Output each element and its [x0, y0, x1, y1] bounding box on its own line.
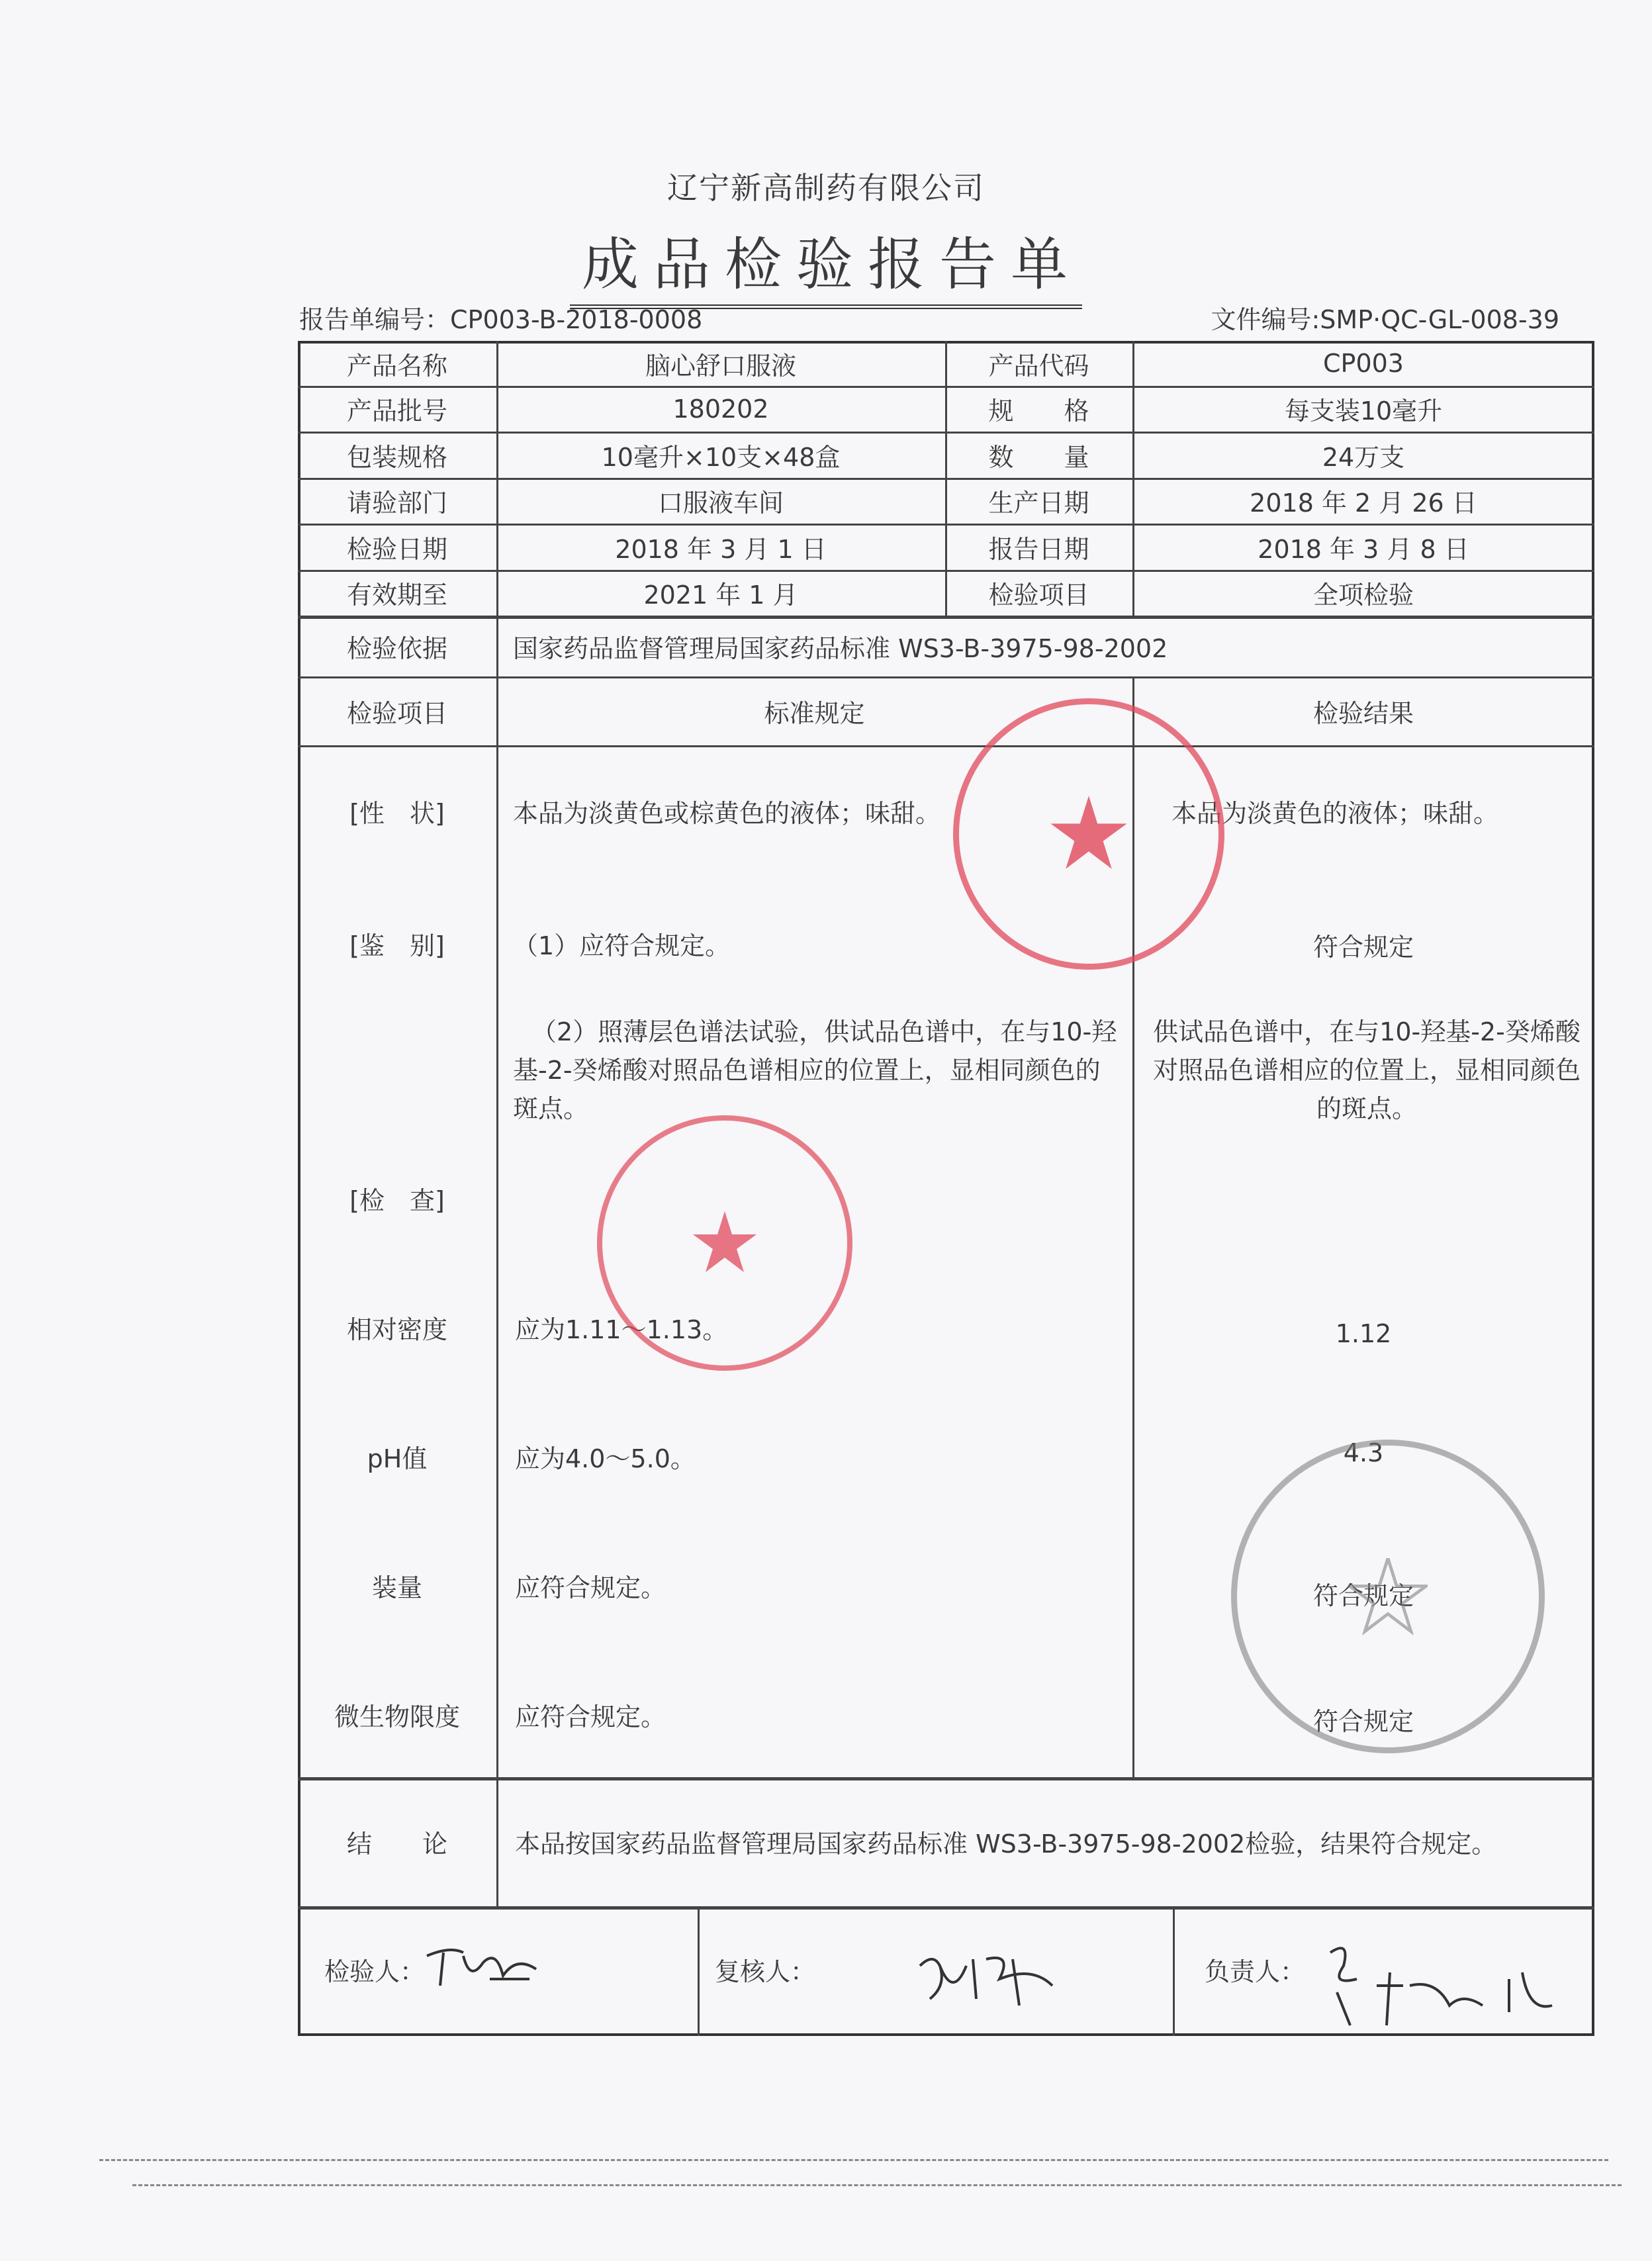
item-ph: pH值 — [367, 1444, 428, 1473]
result-identification-2: 供试品色谱中，在与10-羟基-2-癸烯酸对照品色谱相应的位置上，显相同颜色的斑点。 — [1152, 1017, 1581, 1123]
footer-dashed-line — [132, 2184, 1622, 2186]
responsible-signature — [1317, 1933, 1555, 2032]
result-appearance: 本品为淡黄色的液体；味甜。 — [1171, 799, 1499, 828]
value-production-date: 2018 年 2 月 26 日 — [1250, 488, 1477, 518]
value-conclusion: 本品按国家药品监督管理局国家药品标准 WS3-B-3975-98-2002检验，结果符合规定。 — [515, 1829, 1497, 1859]
value-quantity: 24万支 — [1322, 442, 1405, 472]
footer-dashed-line — [99, 2159, 1608, 2161]
label-quantity: 数 量 — [988, 442, 1089, 472]
item-fill-volume: 装量 — [371, 1573, 422, 1602]
item-relative-density: 相对密度 — [346, 1315, 447, 1344]
result-ph: 4.3 — [1343, 1438, 1384, 1467]
value-product-name: 脑心舒口服液 — [645, 351, 796, 381]
result-microbial-limit: 符合规定 — [1312, 1706, 1414, 1736]
title-text: 成品检验报告单 — [570, 218, 1082, 309]
result-fill-volume: 符合规定 — [1312, 1581, 1414, 1610]
label-spec: 规 格 — [988, 396, 1089, 426]
standard-relative-density: 应为1.11～1.13。 — [515, 1315, 728, 1344]
label-inspection-date: 检验日期 — [346, 534, 447, 564]
header-standard: 标准规定 — [764, 698, 865, 728]
item-inspection: [检 查] — [349, 1185, 445, 1215]
value-basis: 国家药品监督管理局国家药品标准 WS3-B-3975-98-2002 — [513, 633, 1168, 663]
label-inspection-items: 检验项目 — [988, 580, 1089, 610]
standard-identification-2: （2）照薄层色谱法试验，供试品色谱中，在与10-羟基-2-癸烯酸对照品色谱相应的位置上，显相同颜色的斑点。 — [513, 1017, 1117, 1123]
label-report-date: 报告日期 — [988, 534, 1089, 564]
report-number: 报告单编号：CP003-B-2018-0008 — [299, 305, 703, 334]
row-divider — [298, 1906, 1594, 1910]
label-basis: 检验依据 — [346, 633, 447, 663]
label-product-name: 产品名称 — [346, 351, 447, 381]
value-report-date: 2018 年 3 月 8 日 — [1258, 534, 1469, 564]
value-inspection-date: 2018 年 3 月 1 日 — [615, 534, 827, 564]
file-number: 文件编号:SMP·QC-GL-008-39 — [1211, 305, 1559, 334]
standard-microbial-limit: 应符合规定。 — [515, 1702, 666, 1731]
label-conclusion: 结 论 — [346, 1829, 447, 1859]
header-item: 检验项目 — [346, 698, 447, 728]
label-expiry: 有效期至 — [346, 580, 447, 610]
label-reviewer: 复核人： — [715, 1957, 816, 1986]
value-inspection-items: 全项检验 — [1312, 580, 1414, 610]
inspector-signature — [424, 1943, 543, 1996]
item-appearance: [性 状] — [349, 798, 445, 828]
column-divider — [698, 1906, 700, 2036]
company-name: 辽宁新高制药有限公司 — [667, 170, 985, 206]
label-production-date: 生产日期 — [988, 488, 1089, 518]
label-batch: 产品批号 — [346, 396, 447, 426]
standard-fill-volume: 应符合规定。 — [515, 1573, 666, 1602]
label-inspector: 检验人： — [324, 1957, 426, 1986]
result-relative-density: 1.12 — [1335, 1319, 1392, 1348]
page-title — [0, 218, 1652, 309]
label-department: 请验部门 — [346, 488, 447, 518]
label-responsible: 负责人： — [1205, 1957, 1306, 1986]
value-packaging: 10毫升×10支×48盒 — [601, 442, 841, 472]
item-microbial-limit: 微生物限度 — [334, 1702, 460, 1731]
label-packaging: 包装规格 — [346, 442, 447, 472]
value-expiry: 2021 年 1 月 — [643, 580, 798, 610]
reviewer-signature — [913, 1939, 1066, 2012]
result-identification-1: 符合规定 — [1312, 933, 1414, 962]
value-spec: 每支装10毫升 — [1284, 396, 1443, 426]
label-product-code: 产品代码 — [988, 351, 1089, 381]
standard-ph: 应为4.0～5.0。 — [515, 1444, 696, 1473]
column-divider — [1173, 1906, 1175, 2036]
item-identification: [鉴 别] — [349, 931, 445, 960]
header-result: 检验结果 — [1312, 698, 1414, 728]
standard-identification-1: （1）应符合规定。 — [513, 931, 731, 960]
value-batch: 180202 — [672, 394, 769, 424]
value-product-code: CP003 — [1323, 349, 1404, 378]
row-divider — [298, 745, 1594, 747]
value-department: 口服液车间 — [657, 488, 784, 518]
standard-appearance: 本品为淡黄色或棕黄色的液体；味甜。 — [513, 799, 941, 828]
